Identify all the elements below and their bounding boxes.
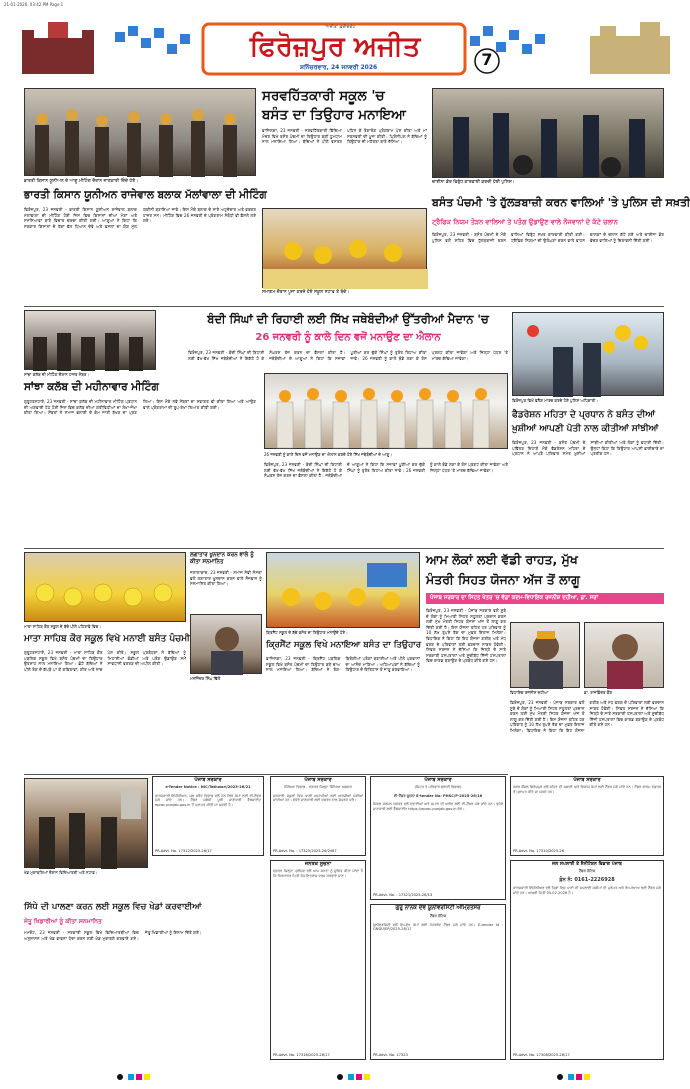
ad-mid-subtitle: ਸਿੱਖਿਆ ਵਿਭਾਗ - ਦਫ਼ਤਰ ਜ਼ਿਲ੍ਹਾ ਸਿੱਖਿਆ ਅਫ਼ਸਰ bbox=[284, 785, 352, 789]
ad-gndu-subtitle: ਟੈਂਡਰ ਨੋਟਿਸ bbox=[429, 914, 447, 918]
kisan-headline: ਭਾਰਤੀ ਕਿਸਾਨ ਯੂਨੀਅਨ ਰਾਜੇਵਾਲ ਬਲਾਕ ਮੱਲਾਂਵਾਲਾ ਦੀ ਮੀਟਿੰਗ bbox=[24, 189, 267, 201]
kisan-caption: ਭਾਰਤੀ ਕਿਸਾਨ ਯੂਨੀਅਨ ਦੇ ਆਗੂ ਮੀਟਿੰਗ ਦੌਰਾਨ ਜਾਣਕਾਰੀ ਦਿੰਦੇ ਹੋਏ। bbox=[24, 179, 139, 184]
ad-gndu-body: ਯੂਨੀਵਰਸਿਟੀ ਵਲੋਂ ਵੱਖ-ਵੱਖ ਕੰਮਾਂ ਲਈ ਮੋਹਰਬੰਦ ਟੈਂਡਰ ਮੰਗੇ ਜਾਂਦੇ ਹਨ। E-tender Id : GNDU/EP/2025-26/17 bbox=[373, 922, 503, 932]
bandi-body-cont: ਫਿਰੋਜ਼ਪੁਰ, 23 ਜਨਵਰੀ - ਬੰਦੀ ਸਿੰਘਾਂ ਦੀ ਰਿਹਾਈ ਲਈ ਵੱਖ-ਵੱਖ ਸਿੱਖ ਜਥੇਬੰਦੀਆਂ ਨੇ ਇਕੱਠੇ ਹੋ ਕੇ ਸੰਘਰਸ਼ ਤੇਜ਼ ਕਰਨ ਦਾ ਫ਼ੈਸਲਾ ਕੀਤਾ ਹੈ। ਜਥੇਬੰਦੀਆਂ ਦੇ ਆਗੂਆਂ ਨੇ ਕਿਹਾ ਕਿ ਸਜ਼ਾਵਾਂ ਪੂਰੀਆਂ ਕਰ ਚੁੱਕੇ ਸਿੰਘਾਂ ਨੂੰ ਤੁਰੰਤ ਰਿਹਾਅ ਕੀਤਾ ਜਾਵੇ। 26 ਜਨਵਰੀ ਨੂੰ ਕਾਲੇ ਝੰਡੇ ਲਗਾ ਕੇ ਰੋਸ ਪ੍ਰਗਟ ਕੀਤਾ ਜਾਵੇਗਾ ਅਤੇ ਜ਼ਿਲ੍ਹਾ ਪੱਧਰ 'ਤੇ ਮਾਰਚ ਕੱਢਿਆ ਜਾਵੇਗਾ। bbox=[264, 462, 508, 479]
flag-photo bbox=[512, 312, 664, 396]
sanjha-photo bbox=[24, 310, 156, 370]
bandi-photo bbox=[264, 373, 508, 449]
ad-2-title: ਪੰਜਾਬ ਸਰਕਾਰ bbox=[424, 777, 452, 783]
ad-rb-subtitle: ਟੈਂਡਰ ਨੋਟਿਸ bbox=[578, 869, 596, 873]
ad-punjab-sarkar-2 bbox=[370, 776, 506, 900]
ad-rb-phone: ਫ਼ੋਨ ਨੰ: 0161-2226928 bbox=[559, 876, 615, 883]
police-body: ਫ਼ਿਰੋਜ਼ਪੁਰ, 23 ਜਨਵਰੀ - ਬਸੰਤ ਪੰਚਮੀ ਦੇ ਮੌਕੇ ਪੁਲਿਸ ਵਲੋਂ ਸ਼ਹਿਰ ਵਿਚ ਹੁੱਲੜਬਾਜ਼ੀ ਕਰਨ ਵਾਲਿਆਂ ਵਿਰੁੱਧ ਸਖ਼ਤ ਕਾਰਵਾਈ ਕੀਤੀ ਗਈ। ਟ੍ਰੈਫਿਕ ਨਿਯਮਾਂ ਦੀ ਉਲੰਘਣਾ ਕਰਨ ਵਾਲੇ ਵਾਹਨ ਚਾਲਕਾਂ ਦੇ ਚਲਾਨ ਕੱਟੇ ਗਏ ਅਤੇ ਚਾਈਨਾ ਡੋਰ ਵੇਚਣ ਵਾਲਿਆਂ ਨੂੰ ਚਿਤਾਵਨੀ ਦਿੱਤੀ ਗਈ। bbox=[432, 232, 664, 243]
basant-caption: ਸਮਾਗਮ ਦੌਰਾਨ ਪੂਜਾ ਕਰਦੇ ਹੋਏ ਸਕੂਲ ਸਟਾਫ਼ ਤੇ ਬੱਚੇ। bbox=[262, 290, 350, 295]
traffic-caption: ਖੇਡ ਮੁਕਾਬਲਿਆਂ ਦੌਰਾਨ ਵਿਦਿਆਰਥੀ ਅਤੇ ਸਟਾਫ਼। bbox=[24, 870, 98, 875]
health-headline-2: ਮੰਤਰੀ ਸਿਹਤ ਯੋਜਨਾ ਅੱਜ ਤੋਂ ਲਾਗੂ bbox=[426, 572, 580, 587]
health-headline-1: ਆਮ ਲੋਕਾਂ ਲਈ ਵੱਡੀ ਰਾਹਤ, ਮੁੱਖ bbox=[426, 552, 578, 567]
ad-right-top-body: ਨਗਰ ਕੌਂਸਲ ਫ਼ਿਰੋਜ਼ਪੁਰ ਵਲੋਂ ਸ਼ਹਿਰ ਦੀ ਸਫ਼ਾਈ ਅਤੇ ਵਿਕਾਸ ਕੰਮਾਂ ਲਈ ਟੈਂਡਰ ਮੰਗੇ ਜਾਂਦੇ ਹਨ। ਟੈਂਡਰ ਫਾਰਮ ਦਫ਼ਤਰ ਤੋਂ ਪ੍ਰਾਪਤ ਕੀਤੇ ਜਾ ਸਕਦੇ ਹਨ। bbox=[513, 785, 661, 794]
blood-caption: ਮਨਜਿੰਦਰ ਸਿੰਘ ਢਿੱਲੋਂ bbox=[190, 676, 221, 681]
health-photo-1 bbox=[510, 622, 580, 688]
print-slug: 21-01-2026, 03:42 PM Page 1 bbox=[4, 2, 64, 7]
health-body: ਫ਼ਿਰੋਜ਼ਪੁਰ, 23 ਜਨਵਰੀ - ਪੰਜਾਬ ਸਰਕਾਰ ਵਲੋਂ ਸੂਬੇ ਦੇ ਲੋਕਾਂ ਨੂੰ ਮਿਆਰੀ ਸਿਹਤ ਸਹੂਲਤਾਂ ਪ੍ਰਦਾਨ ਕਰਨ ਲਈ ਮੁੱਖ ਮੰਤਰੀ ਸਿਹਤ ਯੋਜਨਾ ਅੱਜ ਤੋਂ ਲਾਗੂ ਕਰ ਦਿੱਤੀ ਗਈ ਹੈ। ਇਸ ਯੋਜਨਾ ਤਹਿਤ ਹਰ ਪਰਿਵਾਰ ਨੂੰ 10 ਲੱਖ ਰੁਪਏ ਤੱਕ ਦਾ ਮੁਫ਼ਤ ਇਲਾਜ ਮਿਲੇਗਾ। ਵਿਧਾਇਕ ਨੇ ਕਿਹਾ ਕਿ ਇਹ ਯੋਜਨਾ ਗਰੀਬ ਅਤੇ ਮੱਧ ਵਰਗ ਦੇ ਪਰਿਵਾਰਾਂ ਲਈ ਵਰਦਾਨ ਸਾਬਤ ਹੋਵੇਗੀ। ਸਿਵਲ ਸਰਜਨ ਨੇ ਦੱਸਿਆ ਕਿ ਜ਼ਿਲ੍ਹੇ ਦੇ ਸਾਰੇ ਸਰਕਾਰੀ ਹਸਪਤਾਲਾਂ ਅਤੇ ਸੂਚੀਬੱਧ ਨਿੱਜੀ ਹਸਪਤਾਲਾਂ ਵਿਚ ਕਾਰਡ ਬਣਾਉਣ ਦੇ ਪ੍ਰਬੰਧ ਕੀਤੇ ਗਏ ਹਨ। bbox=[426, 608, 506, 664]
blood-body: ਜਲਾਲਾਬਾਦ, 23 ਜਨਵਰੀ - ਸਮਾਜ ਸੇਵੀ ਸੰਸਥਾ ਵਲੋਂ ਲਗਾਤਾਰ ਖੂਨਦਾਨ ਕਰਨ ਵਾਲੇ ਨੌਜਵਾਨ ਨੂੰ ਸਨਮਾਨਿਤ ਕੀਤਾ ਗਿਆ। bbox=[190, 570, 262, 587]
ad-gndu-footer: PR-Advt. No. 17323 bbox=[373, 1053, 408, 1057]
masthead bbox=[0, 14, 687, 80]
flag-headline-1: ਫੈਡਰੇਸ਼ਨ ਮਹਿਤਾ ਦੇ ਪ੍ਰਧਾਨ ਨੇ ਬਸੰਤ ਦੀਆਂ bbox=[512, 410, 656, 420]
ad-1-body: ਕਾਰਜਕਾਰੀ ਇੰਜੀਨੀਅਰ, ਜਲ ਸਰੋਤ ਵਿਭਾਗ ਵਲੋਂ ਹੇਠ ਲਿਖੇ ਕੰਮਾਂ ਲਈ ਈ-ਟੈਂਡਰ ਮੰਗੇ ਜਾਂਦੇ ਹਨ। ਟੈਂਡਰ ਸਬੰਧੀ ਪੂਰੀ ਜਾਣਕਾਰੀ ਵੈੱਬਸਾਈਟ eproc.punjab.gov.in ਤੋਂ ਪ੍ਰਾਪਤ ਕੀਤੀ ਜਾ ਸਕਦੀ ਹੈ। bbox=[155, 793, 261, 807]
health-body-cont: ਫ਼ਿਰੋਜ਼ਪੁਰ, 23 ਜਨਵਰੀ - ਪੰਜਾਬ ਸਰਕਾਰ ਵਲੋਂ ਸੂਬੇ ਦੇ ਲੋਕਾਂ ਨੂੰ ਮਿਆਰੀ ਸਿਹਤ ਸਹੂਲਤਾਂ ਪ੍ਰਦਾਨ ਕਰਨ ਲਈ ਮੁੱਖ ਮੰਤਰੀ ਸਿਹਤ ਯੋਜਨਾ ਅੱਜ ਤੋਂ ਲਾਗੂ ਕਰ ਦਿੱਤੀ ਗਈ ਹੈ। ਇਸ ਯੋਜਨਾ ਤਹਿਤ ਹਰ ਪਰਿਵਾਰ ਨੂੰ 10 ਲੱਖ ਰੁਪਏ ਤੱਕ ਦਾ ਮੁਫ਼ਤ ਇਲਾਜ ਮਿਲੇਗਾ। ਵਿਧਾਇਕ ਨੇ ਕਿਹਾ ਕਿ ਇਹ ਯੋਜਨਾ ਗਰੀਬ ਅਤੇ ਮੱਧ ਵਰਗ ਦੇ ਪਰਿਵਾਰਾਂ ਲਈ ਵਰਦਾਨ ਸਾਬਤ ਹੋਵੇਗੀ। ਸਿਵਲ ਸਰਜਨ ਨੇ ਦੱਸਿਆ ਕਿ ਜ਼ਿਲ੍ਹੇ ਦੇ ਸਾਰੇ ਸਰਕਾਰੀ ਹਸਪਤਾਲਾਂ ਅਤੇ ਸੂਚੀਬੱਧ ਨਿੱਜੀ ਹਸਪਤਾਲਾਂ ਵਿਚ ਕਾਰਡ ਬਣਾਉਣ ਦੇ ਪ੍ਰਬੰਧ ਕੀਤੇ ਗਏ ਹਨ। bbox=[510, 700, 664, 733]
mata-photo bbox=[24, 552, 186, 622]
police-photo bbox=[432, 88, 664, 178]
mata-caption: ਮਾਤਾ ਸਾਹਿਬ ਕੌਰ ਸਕੂਲ ਦੇ ਬੱਚੇ ਪੀਲੇ ਪਹਿਰਾਵੇ ਵਿਚ। bbox=[24, 624, 101, 629]
crescent-headline: ਕ੍ਰਿਸੈਂਟ ਸਕੂਲ ਵਿਖੇ ਮਨਾਇਆ ਬਸੰਤ ਦਾ ਤਿਉਹਾਰ bbox=[266, 640, 421, 650]
bandi-headline: ਬੰਦੀ ਸਿੰਘਾਂ ਦੀ ਰਿਹਾਈ ਲਈ ਸਿੱਖ ਜਥੇਬੰਦੀਆਂ ਉੱਤਰੀਆਂ ਮੈਦਾਨ 'ਚ bbox=[207, 312, 489, 326]
basant-body: ਫ਼ਾਜ਼ਿਲਕਾ, 23 ਜਨਵਰੀ - ਸਰਵਹਿੱਤਕਾਰੀ ਵਿੱਦਿਆ ਮੰਦਰ ਵਿਖੇ ਬਸੰਤ ਪੰਚਮੀ ਦਾ ਤਿਉਹਾਰ ਬੜੀ ਧੂਮਧਾਮ ਨਾਲ ਮਨਾਇਆ ਗਿਆ। ਬੱਚਿਆਂ ਨੇ ਪੀਲੇ ਵਸਤਰ ਪਹਿਨ ਕੇ ਰੰਗਾਰੰਗ ਪ੍ਰੋਗਰਾਮ ਪੇਸ਼ ਕੀਤਾ ਅਤੇ ਮਾਂ ਸਰਸਵਤੀ ਦੀ ਪੂਜਾ ਕੀਤੀ। ਪ੍ਰਿੰਸੀਪਲ ਨੇ ਬੱਚਿਆਂ ਨੂੰ ਤਿਉਹਾਰ ਦੀ ਮਹੱਤਤਾ ਬਾਰੇ ਦੱਸਿਆ। bbox=[262, 128, 427, 145]
divider bbox=[24, 774, 508, 775]
ad-mid-footer: PR-Advt. No. : 17325/2025-26/2087 bbox=[273, 849, 337, 853]
health-photo-2-caption: ਡਾ. ਰਾਜਵਿੰਦਰ ਕੌਰ bbox=[584, 690, 612, 695]
ad-zila-notice bbox=[270, 860, 366, 1060]
ad-mid-body: ਸਰਕਾਰੀ ਸਕੂਲਾਂ ਵਿਚ ਖਾਲੀ ਅਸਾਮੀਆਂ ਲਈ ਅਰਜ਼ੀਆਂ ਮੰਗੀਆਂ ਜਾਂਦੀਆਂ ਹਨ। ਵਧੇਰੇ ਜਾਣਕਾਰੀ ਲਈ ਦਫ਼ਤਰ ਨਾਲ ਸੰਪਰਕ ਕਰੋ। bbox=[273, 793, 363, 803]
ad-right-top bbox=[510, 776, 664, 856]
mata-body: ਗੁਰੂਹਰਸਹਾਏ, 23 ਜਨਵਰੀ - ਮਾਤਾ ਸਾਹਿਬ ਕੌਰ ਪਬਲਿਕ ਸਕੂਲ ਵਿਖੇ ਬਸੰਤ ਪੰਚਮੀ ਦਾ ਤਿਉਹਾਰ ਉਤਸ਼ਾਹ ਨਾਲ ਮਨਾਇਆ ਗਿਆ। ਛੋਟੇ ਬੱਚਿਆਂ ਨੇ ਪੀਲੇ ਰੰਗ ਦੇ ਕੱਪੜੇ ਪਾ ਕੇ ਕਵਿਤਾਵਾਂ, ਗੀਤ ਅਤੇ ਨਾਚ ਪੇਸ਼ ਕੀਤੇ। ਸਕੂਲ ਪ੍ਰਬੰਧਕਾਂ ਨੇ ਬੱਚਿਆਂ ਨੂੰ ਮਿਠਾਈਆਂ ਵੰਡੀਆਂ ਅਤੇ ਪਤੰਗ ਉਡਾਉਣ ਸਮੇਂ ਸਾਵਧਾਨੀ ਵਰਤਣ ਦੀ ਅਪੀਲ ਕੀਤੀ। bbox=[24, 650, 186, 672]
ad-right-top-title: ਪੰਜਾਬ ਸਰਕਾਰ bbox=[573, 777, 601, 783]
blood-headline: ਲਗਾਤਾਰ ਖੂਨਦਾਨ ਕਰਨ ਵਾਲੇ ਨੂੰ ਕੀਤਾ ਸਨਮਾਨਿਤ bbox=[190, 552, 254, 565]
ad-rb-body: ਕਾਰਜਕਾਰੀ ਇੰਜੀਨੀਅਰ ਵਲੋਂ ਪਿੰਡਾਂ ਵਿਚ ਪਾਣੀ ਦੀ ਸਪਲਾਈ ਸਕੀਮਾਂ ਦੀ ਮੁਰੰਮਤ ਅਤੇ ਰੱਖ-ਰਖਾਅ ਲਈ ਟੈਂਡਰ ਮੰਗੇ ਜਾਂਦੇ ਹਨ। ਆਖ਼ਰੀ ਮਿਤੀ 05.02.2026 ਹੈ। bbox=[513, 886, 661, 895]
ad-zila-body: ਦਫ਼ਤਰ ਜ਼ਿਲ੍ਹਾ ਪ੍ਰੀਸ਼ਦ ਵਲੋਂ ਆਮ ਜਨਤਾ ਨੂੰ ਸੂਚਿਤ ਕੀਤਾ ਜਾਂਦਾ ਹੈ ਕਿ ਨਿਰਧਾਰਤ ਮਿਤੀ ਤੱਕ ਇਤਰਾਜ਼ ਦਰਜ ਕਰਵਾਏ ਜਾਣ। bbox=[273, 869, 363, 878]
ad-mid-small bbox=[270, 776, 366, 856]
masthead-date: ਸ਼ਨਿੱਚਰਵਾਰ, 24 ਜਨਵਰੀ 2026 bbox=[300, 64, 378, 71]
basant-photo bbox=[262, 208, 427, 288]
ad-gndu bbox=[370, 904, 506, 1060]
sanjha-body: ਗੁਰੂਹਰਸਹਾਏ, 23 ਜਨਵਰੀ - ਸਾਂਝਾ ਕਲੱਬ ਦੀ ਮਹੀਨਾਵਾਰ ਮੀਟਿੰਗ ਪ੍ਰਧਾਨ ਦੀ ਅਗਵਾਈ ਹੇਠ ਹੋਈ ਜਿਸ ਵਿਚ ਕਲੱਬ ਦੀਆਂ ਗਤੀਵਿਧੀਆਂ ਦਾ ਲੇਖਾ-ਜੋਖਾ ਕੀਤਾ ਗਿਆ। ਮੈਂਬਰਾਂ ਨੇ ਸਮਾਜ ਭਲਾਈ ਦੇ ਕੰਮ ਜਾਰੀ ਰੱਖਣ ਦਾ ਪ੍ਰਣ ਲਿਆ। ਇਸ ਮੌਕੇ ਨਵੇਂ ਮੈਂਬਰਾਂ ਦਾ ਸਵਾਗਤ ਵੀ ਕੀਤਾ ਗਿਆ ਅਤੇ ਆਉਣ ਵਾਲੇ ਪ੍ਰੋਗਰਾਮਾਂ ਦੀ ਰੂਪ-ਰੇਖਾ ਤਿਆਰ ਕੀਤੀ ਗਈ। bbox=[24, 399, 256, 416]
flag-caption: ਫ਼ਿਰੋਜ਼ਪੁਰ ਵਿਖੇ ਫਲੈਗ ਮਾਰਚ ਕਰਦੇ ਹੋਏ ਪੁਲਿਸ ਅਧਿਕਾਰੀ। bbox=[512, 398, 599, 403]
ad-gndu-title: ਗੁਰੂ ਨਾਨਕ ਦੇਵ ਯੂਨੀਵਰਸਿਟੀ ਅੰਮ੍ਰਿਤਸਰ bbox=[395, 905, 481, 911]
kisan-photo bbox=[24, 88, 256, 176]
flag-headline-2: ਖ਼ੁਸ਼ੀਆਂ ਆਪਣੀ ਪੋਤੀ ਨਾਲ ਕੀਤੀਆਂ ਸਾਂਝੀਆਂ bbox=[512, 424, 659, 434]
ad-right-top-footer: PR-Advt. No. 17310/2025-26 bbox=[513, 849, 564, 853]
ad-rb-title: ਜਲ ਸਪਲਾਈ ਤੇ ਸੈਨੀਟੇਸ਼ਨ ਵਿਭਾਗ ਪੰਜਾਬ bbox=[552, 862, 622, 867]
crescent-photo bbox=[266, 552, 420, 628]
basant-headline-1: ਸਰਵਹਿੱਤਕਾਰੀ ਸਕੂਲ 'ਚ bbox=[262, 88, 385, 104]
traffic-subhead: ਜੇਤੂ ਖਿਡਾਰੀਆਂ ਨੂੰ ਕੀਤਾ ਸਨਮਾਨਿਤ bbox=[24, 918, 102, 925]
police-caption: ਚਾਈਨਾ ਡੋਰ ਵਿਰੁੱਧ ਕਾਰਵਾਈ ਕਰਦੀ ਹੋਈ ਪੁਲਿਸ। bbox=[432, 180, 515, 185]
flag-body: ਫ਼ਿਰੋਜ਼ਪੁਰ, 23 ਜਨਵਰੀ - ਬਸੰਤ ਪੰਚਮੀ ਦੇ ਪਵਿੱਤਰ ਦਿਹਾੜੇ ਮੌਕੇ ਫੈਡਰੇਸ਼ਨ ਮਹਿਤਾ ਦੇ ਪ੍ਰਧਾਨ ਨੇ ਆਪਣੇ ਪਰਿਵਾਰ ਸਮੇਤ ਖ਼ੁਸ਼ੀਆਂ ਸਾਂਝੀਆਂ ਕੀਤੀਆਂ ਅਤੇ ਲੋਕਾਂ ਨੂੰ ਵਧਾਈ ਦਿੱਤੀ। ਉਨ੍ਹਾਂ ਕਿਹਾ ਕਿ ਤਿਉਹਾਰ ਆਪਸੀ ਭਾਈਚਾਰੇ ਦਾ ਪ੍ਰਤੀਕ ਹਨ। bbox=[512, 440, 664, 457]
blood-photo bbox=[190, 614, 262, 674]
mata-headline: ਮਾਤਾ ਸਾਹਿਬ ਕੌਰ ਸਕੂਲ ਵਿਖੇ ਮਨਾਈ ਬਸੰਤ ਪੰਚਮੀ bbox=[24, 634, 190, 644]
ad-mid-title: ਪੰਜਾਬ ਸਰਕਾਰ bbox=[304, 777, 332, 783]
traffic-photo bbox=[24, 778, 148, 868]
ad-2-body: ਸਿਵਲ ਸਰਜਨ ਦਫ਼ਤਰ ਵਲੋਂ ਦਵਾਈਆਂ ਅਤੇ ਸਮਾਨ ਦੀ ਖ਼ਰੀਦ ਲਈ ਈ-ਟੈਂਡਰ ਮੰਗੇ ਜਾਂਦੇ ਹਨ। ਵਧੇਰੇ ਜਾਣਕਾਰੀ ਲਈ ਵੈੱਬਸਾਈਟ https://eproc.punjab.gov.in ਵੇਖੋ। bbox=[373, 802, 503, 811]
bandi-subhead: 26 ਜਨਵਰੀ ਨੂੰ ਕਾਲੇ ਦਿਨ ਵਜੋਂ ਮਨਾਉਣ ਦਾ ਐਲਾਨ bbox=[255, 332, 441, 343]
police-headline: ਬਸੰਤ ਪੰਚਮੀ 'ਤੇ ਹੁੱਲੜਬਾਜ਼ੀ ਕਰਨ ਵਾਲਿਆਂ 'ਤੇ ਪੁਲਿਸ ਦੀ ਸਖ਼ਤੀ bbox=[432, 196, 690, 209]
ad-right-bottom bbox=[510, 860, 664, 1060]
sanjha-headline: ਸਾਂਝਾ ਕਲੱਬ ਦੀ ਮਹੀਨਾਵਾਰ ਮੀਟਿੰਗ bbox=[24, 381, 159, 393]
traffic-body: ਮਮਦੋਟ, 23 ਜਨਵਰੀ - ਸਰਕਾਰੀ ਸਕੂਲ ਵਿਖੇ ਵਿਦਿਆਰਥੀਆਂ ਵਿਚ ਅਨੁਸ਼ਾਸਨ ਅਤੇ ਖੇਡ ਭਾਵਨਾ ਪੈਦਾ ਕਰਨ ਲਈ ਖੇਡ ਮੁਕਾਬਲੇ ਕਰਵਾਏ ਗਏ। ਜੇਤੂ ਖਿਡਾਰੀਆਂ ਨੂੰ ਇਨਾਮ ਦਿੱਤੇ ਗਏ। bbox=[24, 930, 202, 941]
health-photo-1-caption: ਵਿਧਾਇਕ ਰਜਨੀਸ਼ ਦਹੀਆ bbox=[510, 690, 549, 695]
health-photo-2 bbox=[584, 622, 664, 688]
police-subhead: ਟ੍ਰੈਫਿਕ ਨਿਯਮ ਤੋੜਨ ਵਾਲਿਆਂ ਤੇ ਪਤੰਗ ਉਡਾਉਣ ਵਾਲੇ ਨੌਜਵਾਨਾਂ ਦੇ ਕੱਟੇ ਚਲਾਨ bbox=[432, 218, 618, 226]
divider bbox=[24, 548, 664, 549]
divider bbox=[24, 306, 664, 307]
registration-marks bbox=[0, 1066, 687, 1088]
ad-punjab-sarkar-1 bbox=[152, 776, 264, 856]
ad-2-subtitle: (ਸਿਹਤ ਤੇ ਪਰਿਵਾਰ ਭਲਾਈ ਵਿਭਾਗ) bbox=[414, 785, 462, 789]
bandi-body: ਫਿਰੋਜ਼ਪੁਰ, 23 ਜਨਵਰੀ - ਬੰਦੀ ਸਿੰਘਾਂ ਦੀ ਰਿਹਾਈ ਲਈ ਵੱਖ-ਵੱਖ ਸਿੱਖ ਜਥੇਬੰਦੀਆਂ ਨੇ ਇਕੱਠੇ ਹੋ ਕੇ ਸੰਘਰਸ਼ ਤੇਜ਼ ਕਰਨ ਦਾ ਫ਼ੈਸਲਾ ਕੀਤਾ ਹੈ। ਜਥੇਬੰਦੀਆਂ ਦੇ ਆਗੂਆਂ ਨੇ ਕਿਹਾ ਕਿ ਸਜ਼ਾਵਾਂ ਪੂਰੀਆਂ ਕਰ ਚੁੱਕੇ ਸਿੰਘਾਂ ਨੂੰ ਤੁਰੰਤ ਰਿਹਾਅ ਕੀਤਾ ਜਾਵੇ। 26 ਜਨਵਰੀ ਨੂੰ ਕਾਲੇ ਝੰਡੇ ਲਗਾ ਕੇ ਰੋਸ ਪ੍ਰਗਟ ਕੀਤਾ ਜਾਵੇਗਾ ਅਤੇ ਜ਼ਿਲ੍ਹਾ ਪੱਧਰ 'ਤੇ ਮਾਰਚ ਕੱਢਿਆ ਜਾਵੇਗਾ। bbox=[188, 350, 508, 361]
basant-headline-2: ਬਸੰਤ ਦਾ ਤਿਉਹਾਰ ਮਨਾਇਆ bbox=[262, 107, 406, 123]
crescent-body: ਫ਼ਾਜ਼ਿਲਕਾ, 23 ਜਨਵਰੀ - ਕ੍ਰਿਸੈਂਟ ਪਬਲਿਕ ਸਕੂਲ ਵਿਖੇ ਬਸੰਤ ਪੰਚਮੀ ਦਾ ਤਿਉਹਾਰ ਬੜੇ ਚਾਅ ਨਾਲ ਮਨਾਇਆ ਗਿਆ। ਬੱਚਿਆਂ ਨੇ ਰੰਗ-ਬਿਰੰਗੀਆਂ ਪਤੰਗਾਂ ਬਣਾਈਆਂ ਅਤੇ ਪੀਲੇ ਪਕਵਾਨਾਂ ਦਾ ਆਨੰਦ ਮਾਣਿਆ। ਅਧਿਆਪਕਾਂ ਨੇ ਬੱਚਿਆਂ ਨੂੰ ਤਿਉਹਾਰ ਦੇ ਇਤਿਹਾਸ ਤੋਂ ਜਾਣੂ ਕਰਵਾਇਆ। bbox=[266, 656, 420, 673]
ad-2-footer: PR-Advt. No. : 17321/2025-26/13 bbox=[373, 893, 433, 897]
masthead-tag: 'ਅਜੀਤ' ਫ਼ਰੀਦਕੋਟ bbox=[324, 25, 356, 30]
traffic-headline: ਸਿੱਧੇ ਦੀ ਪਾਲਣਾ ਕਰਨ ਲਈ ਸਕੂਲ ਵਿਚ ਖੇਡਾਂ ਕਰਵਾਈਆਂ bbox=[24, 902, 202, 912]
bandi-caption: 26 ਜਨਵਰੀ ਨੂੰ ਕਾਲੇ ਦਿਨ ਵਜੋਂ ਮਨਾਉਣ ਦਾ ਐਲਾਨ ਕਰਦੇ ਹੋਏ ਸਿੱਖ ਜਥੇਬੰਦੀਆਂ ਦੇ ਆਗੂ। bbox=[264, 452, 393, 457]
crescent-caption: ਕ੍ਰਿਸੈਂਟ ਸਕੂਲ ਦੇ ਬੱਚੇ ਬਸੰਤ ਦਾ ਤਿਉਹਾਰ ਮਨਾਉਂਦੇ ਹੋਏ। bbox=[266, 630, 348, 635]
kisan-body: ਫਿਰੋਜ਼ਪੁਰ, 23 ਜਨਵਰੀ - ਭਾਰਤੀ ਕਿਸਾਨ ਯੂਨੀਅਨ ਰਾਜੇਵਾਲ ਬਲਾਕ ਮੱਲਾਂਵਾਲਾ ਦੀ ਮੀਟਿੰਗ ਹੋਈ ਜਿਸ ਵਿਚ ਕਿਸਾਨਾਂ ਦੀਆਂ ਮੰਗਾਂ ਅਤੇ ਸਮੱਸਿਆਵਾਂ ਬਾਰੇ ਵਿਚਾਰ ਚਰਚਾ ਕੀਤੀ ਗਈ। ਆਗੂਆਂ ਨੇ ਕਿਹਾ ਕਿ ਸਰਕਾਰ ਕਿਸਾਨਾਂ ਦੇ ਹੱਕਾਂ ਵੱਲ ਧਿਆਨ ਦੇਵੇ ਅਤੇ ਫ਼ਸਲਾਂ ਦਾ ਯੋਗ ਮੁੱਲ ਯਕੀਨੀ ਬਣਾਇਆ ਜਾਵੇ। ਇਸ ਮੌਕੇ ਬਲਾਕ ਦੇ ਸਾਰੇ ਅਹੁਦੇਦਾਰ ਅਤੇ ਵਰਕਰ ਹਾਜ਼ਰ ਸਨ। ਮੀਟਿੰਗ ਵਿਚ 26 ਜਨਵਰੀ ਦੇ ਪ੍ਰੋਗਰਾਮ ਸੰਬੰਧੀ ਵੀ ਫ਼ੈਸਲੇ ਲਏ ਗਏ। bbox=[24, 207, 256, 229]
health-subhead: ਪੰਜਾਬ ਸਰਕਾਰ ਦਾ ਸਿਹਤ ਖੇਤਰ 'ਚ ਵੱਡਾ ਕਦਮ-ਵਿਧਾਇਕ ਰਜਨੀਸ਼ ਦਹੀਆ, ਡਾ. ਸਰਾਂ bbox=[430, 595, 598, 601]
ad-1-footer: PR-Advt. No. 17312/2025-26/17 bbox=[155, 849, 212, 853]
page-number: 7 bbox=[481, 50, 493, 69]
ad-zila-footer: PR-Advt. No. 17316/2025-26/17 bbox=[273, 1053, 330, 1057]
ad-zila-title: ਜਨਤਕ ਸੂਚਨਾ bbox=[305, 861, 331, 867]
ad-1-title: ਪੰਜਾਬ ਸਰਕਾਰ bbox=[194, 777, 222, 783]
masthead-title: ਫਿਰੋਜ਼ਪੁਰ ਅਜੀਤ bbox=[249, 31, 421, 62]
ad-1-notice: e-Tender Notice : NIC/Tathwari/2025-26/21 bbox=[165, 785, 251, 789]
sanjha-caption: ਸਾਂਝਾ ਕਲੱਬ ਦੀ ਮੀਟਿੰਗ ਦੌਰਾਨ ਹਾਜ਼ਰ ਮੈਂਬਰ। bbox=[24, 372, 90, 377]
ad-rb-footer: PR-Advt. No. 17308/2025-26/17 bbox=[513, 1053, 570, 1057]
ad-2-notice: ਈ-ਟੈਂਡਰ ਸੂਚਨਾ E-tender No: PHSC/P-2025-26/16 bbox=[393, 793, 483, 798]
